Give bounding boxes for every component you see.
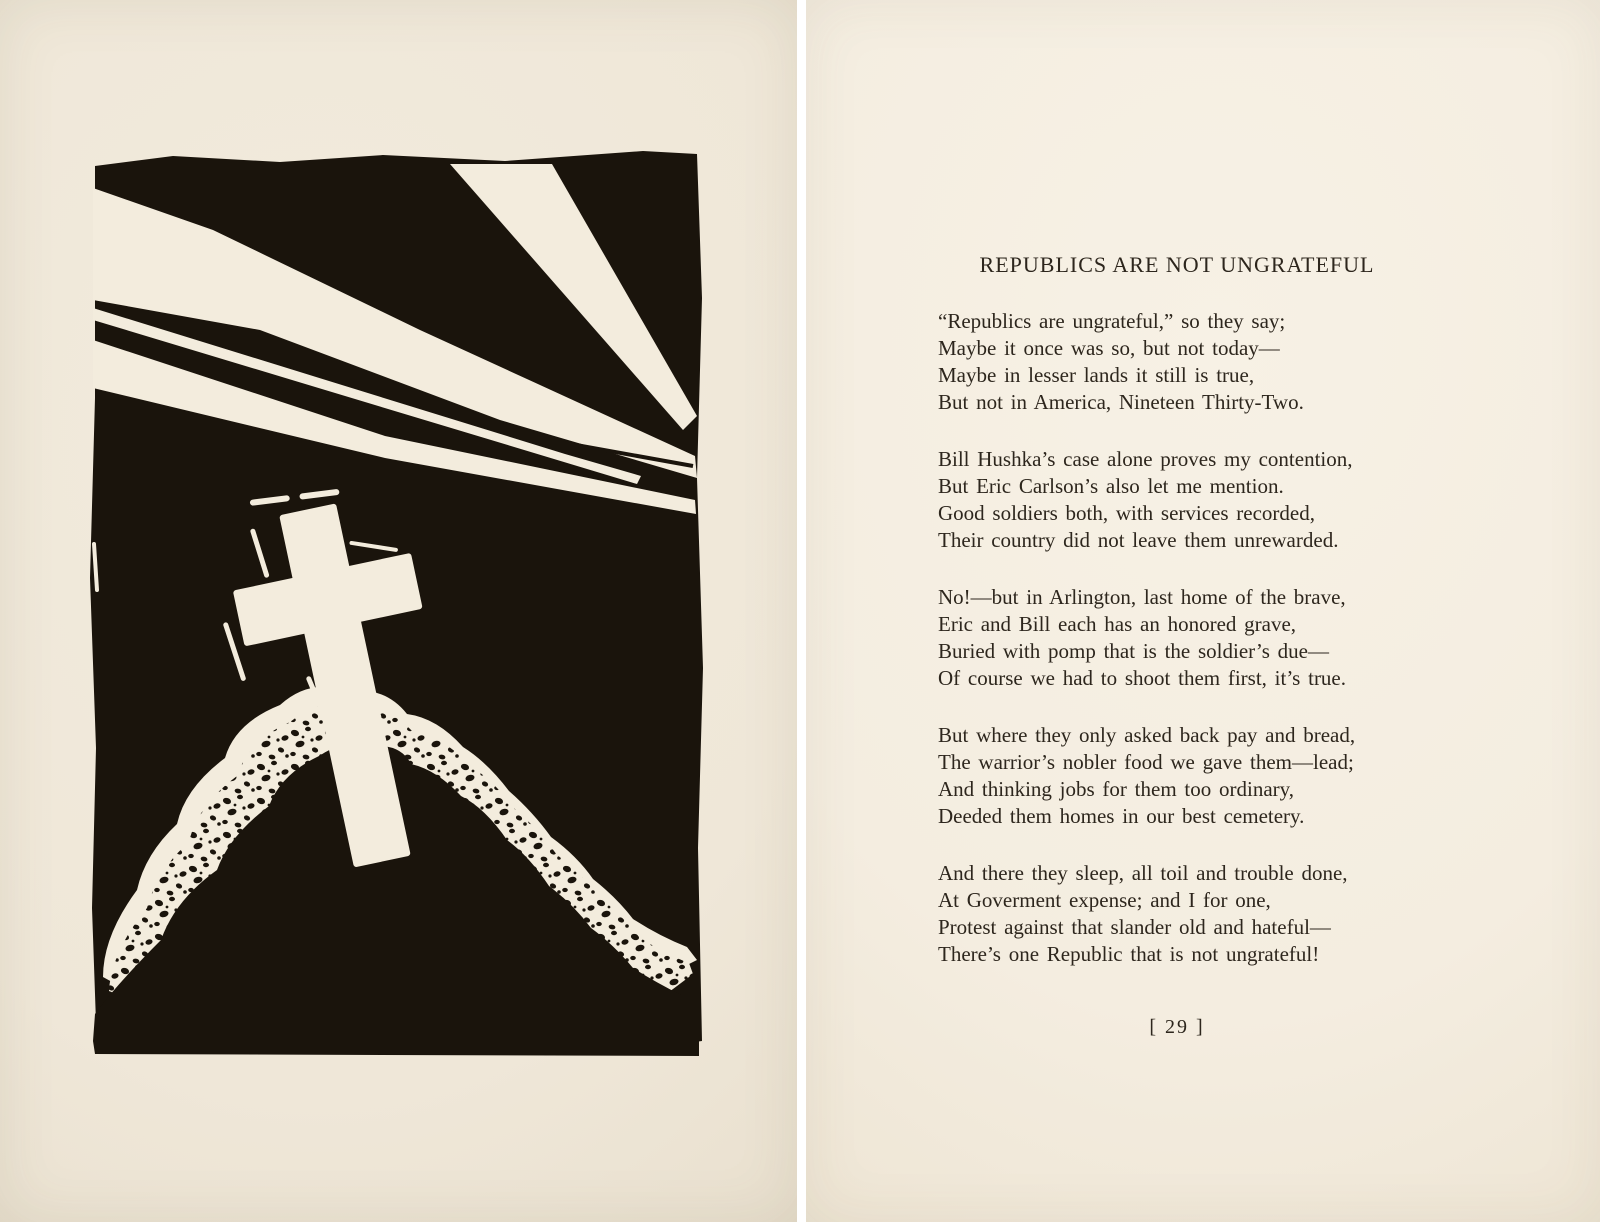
poem-line: At Goverment expense; and I for one, — [938, 888, 1271, 912]
left-page — [0, 0, 797, 1222]
stanza-2 — [938, 446, 1416, 554]
poem-line: Maybe in lesser lands it still is true, — [938, 363, 1255, 387]
poem-line: Eric and Bill each has an honored grave, — [938, 612, 1297, 636]
poem-line: Buried with pomp that is the soldier’s due— — [938, 639, 1329, 663]
poem-line: “Republics are ungrateful,” so they say; — [938, 309, 1286, 333]
poem-line: There’s one Republic that is not ungrateful! — [938, 942, 1320, 966]
stanza-3 — [938, 584, 1416, 692]
poem-line: Bill Hushka’s case alone proves my contention, — [938, 447, 1353, 471]
poem-line: Good soldiers both, with services recorded, — [938, 501, 1315, 525]
stanza-5 — [938, 860, 1416, 968]
poem-line: Their country did not leave them unrewarded. — [938, 528, 1339, 552]
poem-line: Of course we had to shoot them first, it’s true. — [938, 666, 1347, 690]
stanza-4 — [938, 722, 1416, 830]
poem-line: No!—but in Arlington, last home of the brave, — [938, 585, 1346, 609]
poem-line: And there they sleep, all toil and trouble done, — [938, 861, 1348, 885]
poem-line: Deeded them homes in our best cemetery. — [938, 804, 1305, 828]
poem-line: Maybe it once was so, but not today— — [938, 336, 1280, 360]
page-gutter — [797, 0, 806, 1222]
stanza-1 — [938, 308, 1416, 416]
poem-line: But not in America, Nineteen Thirty-Two. — [938, 390, 1304, 414]
woodcut-illustration — [85, 148, 708, 1063]
poem — [938, 252, 1416, 998]
poem-line: But Eric Carlson’s also let me mention. — [938, 474, 1284, 498]
poem-line: But where they only asked back pay and bread, — [938, 723, 1356, 747]
poem-title: REPUBLICS ARE NOT UNGRATEFUL — [979, 252, 1375, 277]
right-page — [806, 0, 1600, 1222]
page-number: [ 29 ] — [1149, 1016, 1205, 1038]
poem-line: And thinking jobs for them too ordinary, — [938, 777, 1295, 801]
woodcut-svg — [85, 148, 708, 1063]
poem-line: The warrior’s nobler food we gave them—lead; — [938, 750, 1354, 774]
poem-line: Protest against that slander old and hateful— — [938, 915, 1331, 939]
